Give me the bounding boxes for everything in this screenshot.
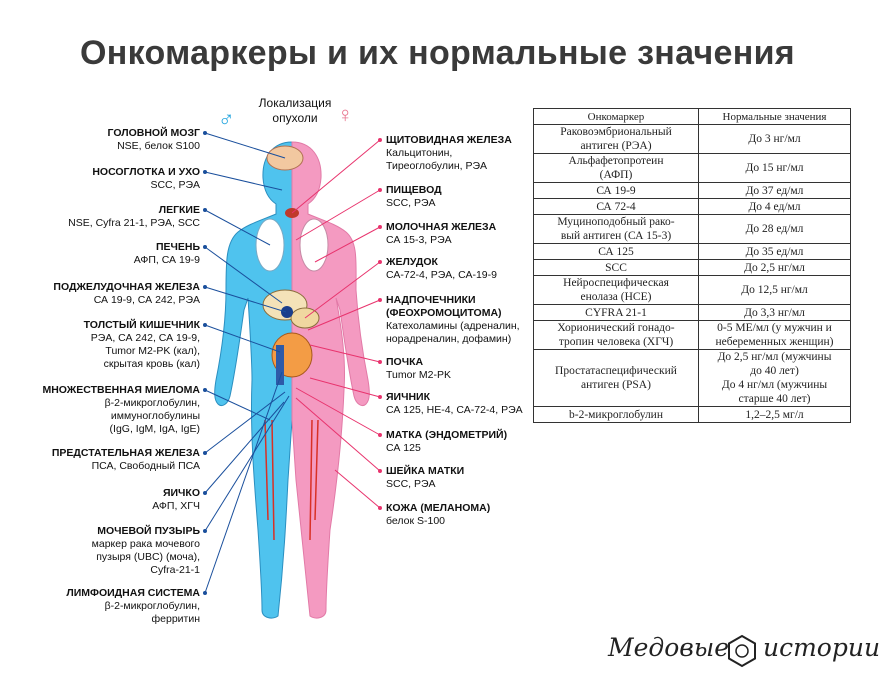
label-markers: белок S-100 [386, 515, 446, 527]
label-markers: Tumor M2-PK [386, 369, 451, 381]
brand-word-left: Медовые [608, 633, 729, 662]
label-testis [10, 487, 200, 513]
label-markers: Cyfra-21-1 [150, 564, 200, 576]
label-markers: маркер рака мочевого [91, 538, 200, 550]
cell-line: 0-5 МЕ/мл (у мужчин и [717, 322, 832, 334]
label-markers: СА-72-4, РЭА, СА-19-9 [386, 269, 497, 281]
label-brain [10, 127, 200, 153]
label-markers: SCC, РЭА [150, 179, 200, 191]
label-markers: Катехоламины (адреналин, [386, 320, 520, 332]
label-esophagus [386, 184, 442, 210]
label-markers: β-2-микроглобулин, [104, 397, 200, 409]
cell-line: (АФП) [599, 169, 633, 181]
label-markers: РЭА, СА 242, СА 19-9, [90, 332, 200, 344]
label-pancreas [10, 281, 200, 307]
female-symbol-icon: ♀ [337, 102, 354, 127]
table-row [534, 183, 851, 199]
table-row [534, 199, 851, 215]
table-cell-value: До 4 ед/мл [699, 199, 851, 215]
label-colon [10, 319, 200, 371]
table-cell-value: До 12,5 нг/мл [699, 276, 851, 305]
label-name: НОСОГЛОТКА И УХО [92, 166, 200, 178]
label-name: ЩИТОВИДНАЯ ЖЕЛЕЗА [386, 134, 512, 146]
label-markers: норадреналин, дофамин) [386, 333, 512, 345]
cell-line: До 2,5 нг/мл (мужчины [717, 351, 832, 363]
cell-line: Простатаспецифический [555, 365, 677, 377]
cell-line: Альфафетопротеин [568, 155, 664, 167]
female-half [292, 142, 369, 618]
label-cervix [386, 465, 464, 491]
label-markers: SCC, РЭА [386, 197, 436, 209]
label-markers: СА 125, НЕ-4, СА-72-4, РЭА [386, 404, 523, 416]
label-markers: иммуноглобулины [110, 410, 200, 422]
label-markers: Кальцитонин, [386, 147, 453, 159]
label-name: ПЕЧЕНЬ [155, 241, 200, 253]
label-name: ТОЛСТЫЙ КИШЕЧНИК [83, 319, 200, 331]
label-name: ПРЕДСТАТЕЛЬНАЯ ЖЕЛЕЗА [51, 447, 200, 459]
table-cell-value: До 3 нг/мл [699, 125, 851, 154]
label-ovary [386, 391, 523, 417]
label-name: ГОЛОВНОЙ МОЗГ [107, 127, 200, 139]
cell-line: антиген (PSA) [581, 379, 651, 391]
table-cell-marker [534, 215, 699, 244]
table-cell-marker [534, 154, 699, 183]
label-markers: SCC, РЭА [386, 478, 436, 490]
table-cell-value: 1,2–2,5 мг/л [699, 407, 851, 423]
label-markers: NSE, Cyfra 21-1, РЭА, SCC [68, 217, 200, 229]
label-markers: ферритин [151, 613, 200, 625]
cell-line: Хорионический гонадо- [557, 322, 675, 334]
table-cell-marker: b-2-микроглобулин [534, 407, 699, 423]
label-lymphoid [10, 587, 200, 626]
label-name: ЛЕГКИЕ [158, 204, 200, 216]
label-markers: СА 125 [386, 442, 421, 454]
table-cell-marker [534, 321, 699, 350]
table-row [534, 321, 851, 350]
label-markers: β-2-микроглобулин, [104, 600, 200, 612]
table-header-row [534, 109, 851, 125]
cell-line: Раковоэмбриональный [560, 126, 672, 138]
label-markers: (IgG, IgM, IgA, IgE) [109, 423, 200, 435]
table-row [534, 407, 851, 423]
label-markers: СА 15-3, РЭА [386, 234, 452, 246]
label-name: МАТКА (ЭНДОМЕТРИЙ) [386, 429, 508, 441]
label-name: ШЕЙКА МАТКИ [386, 465, 465, 477]
table-cell-marker: СА 72-4 [534, 199, 699, 215]
label-name: МОЛОЧНАЯ ЖЕЛЕЗА [386, 221, 497, 233]
label-markers: СА 19-9, СА 242, РЭА [93, 294, 200, 306]
brand-word-right: истории [763, 633, 881, 662]
label-kidney [386, 356, 451, 382]
table-cell-value: До 37 ед/мл [699, 183, 851, 199]
table-row [534, 276, 851, 305]
cell-line: тропин человека (ХГЧ) [558, 336, 674, 348]
male-symbol-icon: ♂ [218, 106, 235, 131]
table-cell-marker [534, 125, 699, 154]
label-name: МОЧЕВОЙ ПУЗЫРЬ [97, 525, 200, 537]
table-cell-marker: СА 19-9 [534, 183, 699, 199]
label-name: МНОЖЕСТВЕННАЯ МИЕЛОМА [42, 384, 200, 396]
honeycomb-icon [726, 634, 758, 668]
label-skin [386, 502, 490, 528]
label-uterus [386, 429, 507, 455]
cell-line: антиген (РЭА) [580, 140, 652, 152]
cell-line: енолаза (НСЕ) [580, 291, 652, 303]
cell-line: вый антиген (СА 15-3) [560, 230, 672, 242]
table-row [534, 215, 851, 244]
label-markers: АФП, СА 19-9 [133, 254, 200, 266]
table-cell-marker [534, 350, 699, 407]
label-name: ПОДЖЕЛУДОЧНАЯ ЖЕЛЕЗА [53, 281, 200, 293]
label-markers: NSE, белок S100 [117, 140, 200, 152]
label-stomach [386, 256, 497, 282]
table-cell-value: До 28 ед/мл [699, 215, 851, 244]
legend-line-1: Локализация [258, 96, 332, 110]
label-markers: АФП, ХГЧ [152, 500, 200, 512]
left-leader-dots [203, 131, 207, 595]
label-markers: (ФЕОХРОМОЦИТОМА) [386, 307, 502, 319]
cell-line: небеременных женщин) [715, 336, 834, 348]
table-row [534, 154, 851, 183]
table-cell-value: До 35 ед/мл [699, 244, 851, 260]
table-cell-value [699, 350, 851, 407]
cell-line: Муцинoподобный рако- [557, 216, 675, 228]
table-row [534, 350, 851, 407]
table-row [534, 125, 851, 154]
table-cell-marker: СА 125 [534, 244, 699, 260]
right-leader-dots [378, 138, 382, 510]
label-thyroid [386, 134, 512, 173]
table-header-value: Нормальные значения [699, 109, 851, 125]
cell-line: До 4 нг/мл (мужчины [721, 379, 828, 391]
legend-line-2: опухоли [272, 111, 318, 125]
label-adrenal [386, 294, 520, 346]
label-markers: Тиреоглобулин, РЭА [386, 160, 488, 172]
label-name: ЯИЧНИК [386, 391, 431, 403]
label-liver [10, 241, 200, 267]
label-name: НАДПОЧЕЧНИКИ [386, 294, 476, 306]
label-markers: пузыря (UBC) (моча), [96, 551, 200, 563]
label-markers: скрытая кровь (кал) [103, 358, 200, 370]
label-nasopharynx [10, 166, 200, 192]
table-row [534, 244, 851, 260]
table-cell-marker: CYFRA 21-1 [534, 305, 699, 321]
label-name: ЖЕЛУДОК [386, 256, 438, 268]
label-breast [386, 221, 496, 247]
tumor-marker-table [533, 108, 851, 423]
label-name: ПОЧКА [386, 356, 424, 368]
label-name: ЯИЧКО [162, 487, 200, 499]
cell-line: старше 40 лет) [738, 393, 811, 405]
table-header-marker: Онкомаркер [534, 109, 699, 125]
label-name: ЛИМФОИДНАЯ СИСТЕМА [66, 587, 200, 599]
table-cell-value: До 3,3 нг/мл [699, 305, 851, 321]
cell-line: до 40 лет) [750, 365, 799, 377]
lung-right-icon [300, 219, 328, 271]
table-row [534, 260, 851, 276]
table-cell-value: До 15 нг/мл [699, 154, 851, 183]
pancreas-icon [281, 306, 293, 318]
table-cell-value: До 2,5 нг/мл [699, 260, 851, 276]
label-name: ПИЩЕВОД [386, 184, 442, 196]
label-myeloma [10, 384, 200, 436]
table-cell-marker [534, 276, 699, 305]
label-lungs [10, 204, 200, 230]
label-name: КОЖА (МЕЛАНОМА) [386, 502, 491, 514]
table-row [534, 305, 851, 321]
label-markers: Tumor M2-PK (кал), [105, 345, 200, 357]
table-cell-marker: SCC [534, 260, 699, 276]
label-prostate [10, 447, 200, 473]
table-cell-value [699, 321, 851, 350]
cell-line: Нейроспецифическая [563, 277, 669, 289]
label-bladder [10, 525, 200, 577]
label-markers: ПСА, Свободный ПСА [91, 460, 200, 472]
page-title: Онкомаркеры и их нормальные значения [80, 34, 795, 72]
